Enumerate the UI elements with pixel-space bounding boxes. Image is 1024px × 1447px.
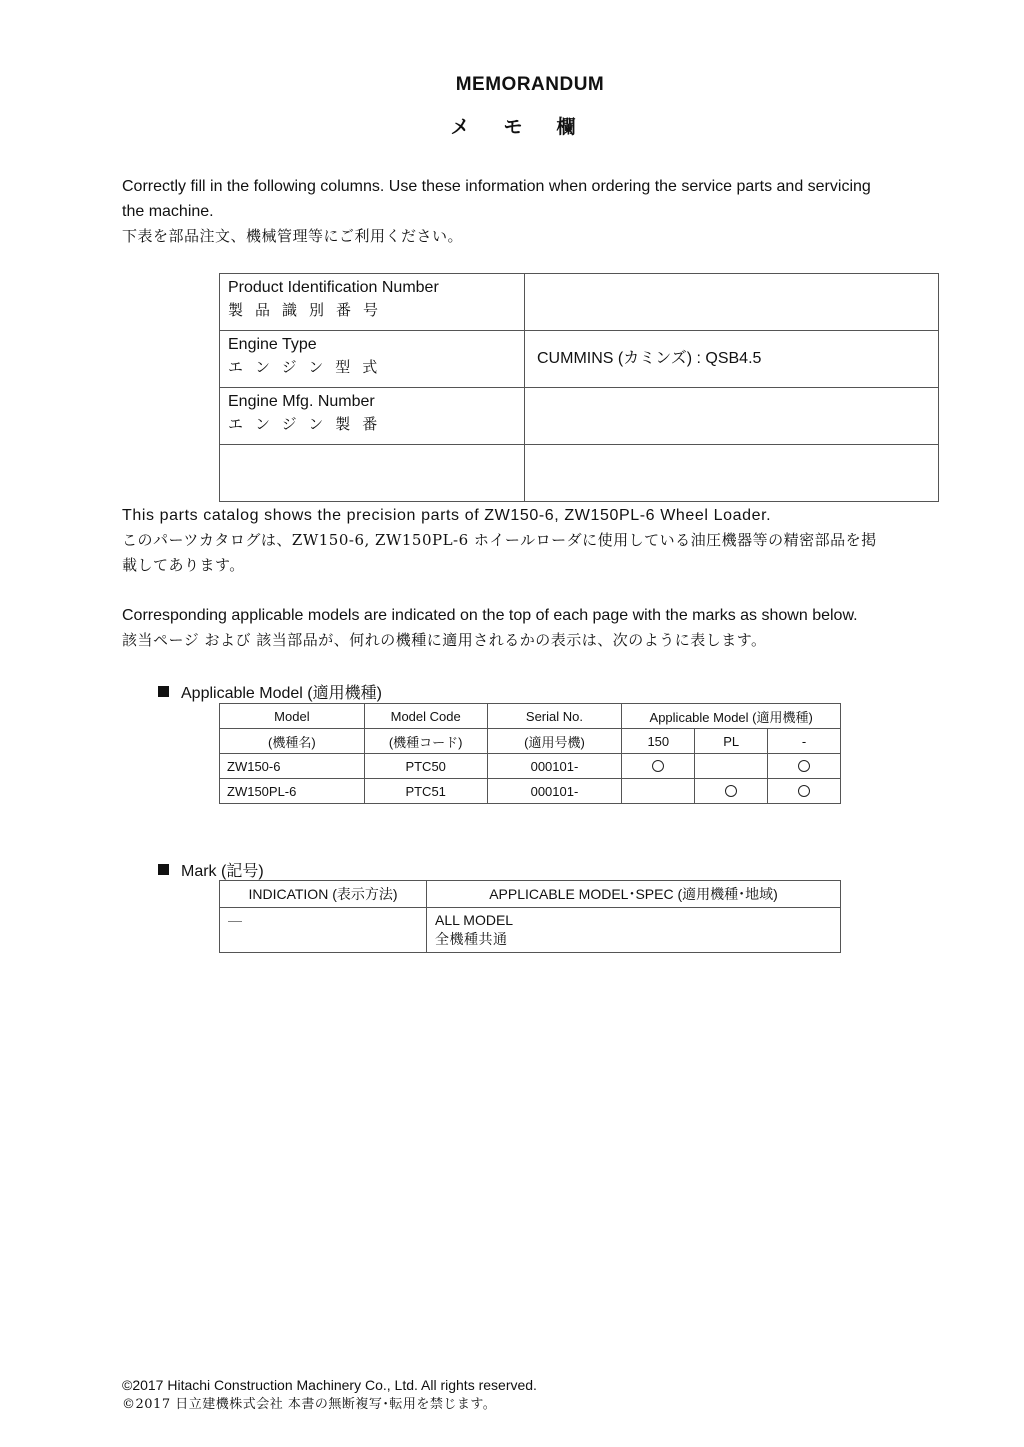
mark-heading-text: Mark (記号) xyxy=(181,863,264,880)
cell-pl xyxy=(695,754,768,779)
circle-mark-icon xyxy=(725,785,737,797)
cell-150 xyxy=(622,779,695,804)
cell-model-code: PTC51 xyxy=(364,779,487,804)
header-model-code-jp: (機種コード) xyxy=(364,729,487,754)
id-row-blank xyxy=(220,445,939,502)
catalog-line-1: This parts catalog shows the precision parts of ZW150-6, ZW150PL-6 Wheel Loader. xyxy=(122,507,772,524)
cell-dash xyxy=(768,754,841,779)
header-serial-jp: (適用号機) xyxy=(487,729,622,754)
cell-150 xyxy=(622,754,695,779)
square-bullet-icon xyxy=(158,686,169,697)
id-label-cell xyxy=(220,331,525,388)
corresponding-paragraph xyxy=(122,603,942,653)
page-title-jp: メモ欄 xyxy=(450,116,610,138)
circle-mark-icon xyxy=(652,760,664,772)
table-header-row xyxy=(220,729,841,754)
cell-model: ZW150-6 xyxy=(220,754,365,779)
id-value-cell[interactable] xyxy=(525,388,939,445)
table-header-row xyxy=(220,704,841,729)
id-label-jp: エンジン型式 xyxy=(228,358,390,376)
id-label-jp: エンジン製番 xyxy=(228,415,390,433)
catalog-paragraph xyxy=(122,503,942,578)
circle-mark-icon xyxy=(798,785,810,797)
square-bullet-icon xyxy=(158,864,169,875)
mark-table xyxy=(219,880,841,953)
catalog-line-jp-2: 載してあります。 xyxy=(122,556,245,574)
id-row-engine-mfg xyxy=(220,388,939,445)
table-row xyxy=(220,779,841,804)
header-model: Model xyxy=(220,704,365,729)
intro-line-2: the machine. xyxy=(122,203,214,220)
applicable-model-heading xyxy=(158,680,382,703)
id-value-cell[interactable] xyxy=(525,445,939,502)
header-col-pl: PL xyxy=(695,729,768,754)
cell-pl xyxy=(695,779,768,804)
header-indication: INDICATION (表示方法) xyxy=(220,881,427,908)
header-model-code: Model Code xyxy=(364,704,487,729)
all-model-text-jp: 全機種共通 xyxy=(435,932,508,948)
applicable-model-table xyxy=(219,703,841,804)
cell-applicable-spec xyxy=(427,908,841,953)
cell-indication-symbol: — xyxy=(220,908,427,953)
id-label-cell xyxy=(220,274,525,331)
id-value-cell[interactable]: CUMMINS (カミンズ) : QSB4.5 xyxy=(525,331,939,388)
cell-model: ZW150PL-6 xyxy=(220,779,365,804)
catalog-line-jp-1: このパーツカタログは、ZW150-6, ZW150PL-6 ホイールローダに使用している油圧機器等の精密部品を掲 xyxy=(122,531,877,549)
copyright-line-en: ©2017 Hitachi Construction Machinery Co., Ltd. All rights reserved. xyxy=(122,1377,537,1393)
copyright-line-jp: ©2017 日立建機株式会社 本書の無断複写･転用を禁じます。 xyxy=(122,1397,497,1412)
header-serial: Serial No. xyxy=(487,704,622,729)
id-value-cell[interactable] xyxy=(525,274,939,331)
id-row-product xyxy=(220,274,939,331)
intro-line-jp: 下表を部品注文、機械管理等にご利用ください。 xyxy=(122,227,464,245)
cell-serial: 000101- xyxy=(487,754,622,779)
table-row xyxy=(220,908,841,953)
header-applicable-model: Applicable Model (適用機種) xyxy=(622,704,841,729)
page-title: MEMORANDUM xyxy=(455,74,605,95)
corresponding-line-1: Corresponding applicable models are indicated on the top of each page with the marks as shown below. xyxy=(122,607,858,624)
cell-serial: 000101- xyxy=(487,779,622,804)
table-row xyxy=(220,754,841,779)
copyright-footer xyxy=(122,1376,537,1414)
cell-dash xyxy=(768,779,841,804)
corresponding-line-jp: 該当ページ および 該当部品が、何れの機種に適用されるかの表示は、次のように表します。 xyxy=(122,631,767,649)
cell-model-code: PTC50 xyxy=(364,754,487,779)
circle-mark-icon xyxy=(798,760,810,772)
applicable-model-heading-text: Applicable Model (適用機種) xyxy=(181,685,382,702)
all-model-text: ALL MODEL xyxy=(435,912,514,928)
mark-heading xyxy=(158,858,264,881)
id-label-jp: 製品識別番号 xyxy=(228,301,391,319)
id-label: Engine Mfg. Number xyxy=(228,393,375,410)
header-col-dash: - xyxy=(768,729,841,754)
intro-line-1: Correctly fill in the following columns. Use these information when ordering the service parts and servicing xyxy=(122,178,871,195)
table-header-row xyxy=(220,881,841,908)
header-applicable-spec: APPLICABLE MODEL･SPEC (適用機種･地域) xyxy=(427,881,841,908)
header-model-jp: (機種名) xyxy=(220,729,365,754)
intro-paragraph xyxy=(122,174,942,249)
id-label-cell xyxy=(220,388,525,445)
id-label: Product Identification Number xyxy=(228,279,439,296)
id-label: Engine Type xyxy=(228,336,317,353)
identification-table xyxy=(219,273,939,502)
header-col-150: 150 xyxy=(622,729,695,754)
id-row-engine-type xyxy=(220,331,939,388)
id-label-cell[interactable] xyxy=(220,445,525,502)
